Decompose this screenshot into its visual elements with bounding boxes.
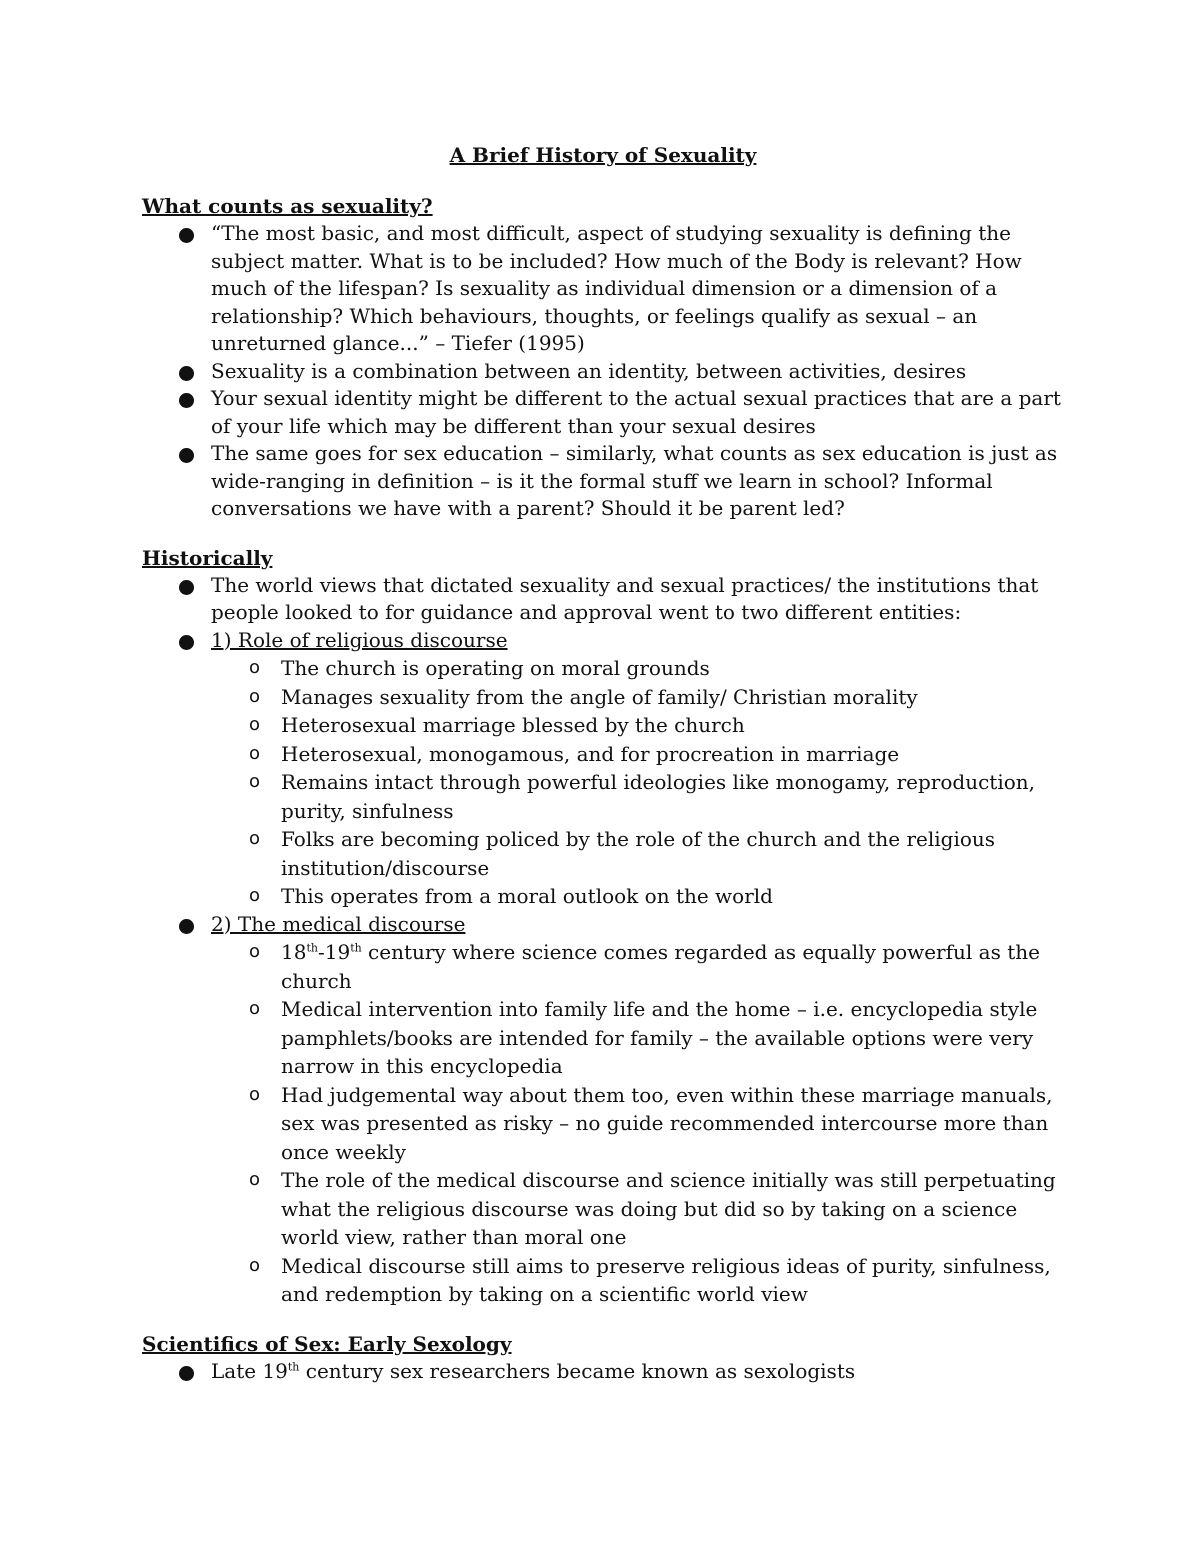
circle-bullet-icon: o: [249, 657, 261, 678]
circle-bullet-icon: o: [249, 1169, 261, 1190]
circle-bullet-icon: o: [249, 1254, 261, 1276]
document-page: [142, 143, 1062, 1385]
sub-list-item: o The church is operating on moral grounds: [142, 654, 1062, 683]
list-item: Your sexual identity might be different to the actual sexual practices that are a part of your life which may be different than your sexual desires: [142, 385, 1062, 440]
sub-list-item: o Remains intact through powerful ideologies like monogamy, reproduction, purity, sinfulness: [249, 770, 1036, 823]
bullet-icon: [179, 1366, 194, 1381]
list-item: 2) The medical discourse: [142, 911, 1062, 939]
list-item: Sexuality is a combination between an identity, between activities, desires: [142, 358, 1062, 386]
list-item: 1) Role of religious discourse: [142, 627, 1062, 655]
sub-list-item: o Manages sexuality from the angle of family/ Christian morality: [142, 683, 1062, 712]
bullet-icon: [179, 580, 194, 595]
circle-bullet-icon: o: [249, 1083, 261, 1105]
list-item: Late 19th century sex researchers became known as sexologists: [142, 1358, 1062, 1386]
bullet-icon: [179, 228, 194, 243]
circle-bullet-icon: o: [249, 771, 261, 792]
circle-bullet-icon: o: [249, 885, 261, 906]
bullet-icon: [179, 448, 194, 463]
sub-list-item: o Had judgemental way about them too, even within these marriage manuals, sex was presented as risky – no guide recommended intercourse more than once weekly: [249, 1082, 1053, 1164]
sub-list-item: o Medical intervention into family life and the home – i.e. encyclopedia style pamphlets/books are intended for family – the available options were very narrow in this encyclopedia: [249, 997, 1038, 1078]
circle-bullet-icon: o: [249, 941, 261, 962]
sub-list-item: o 18th-19th century where science comes regarded as equally powerful as the church: [249, 940, 1040, 993]
section-scientifics-list: [142, 1358, 1062, 1386]
sub-list-item: o Folks are becoming policed by the role of the church and the religious institution/discourse: [249, 827, 996, 880]
circle-bullet-icon: o: [249, 828, 261, 849]
sub-list-item: o Heterosexual marriage blessed by the church: [142, 711, 1062, 740]
sub-list-item: o Heterosexual, monogamous, and for procreation in marriage: [142, 740, 1062, 769]
bullet-icon: [179, 366, 194, 381]
bullet-icon: [179, 635, 194, 650]
section-historically-list: [142, 572, 1062, 1309]
list-item: “The most basic, and most difficult, aspect of studying sexuality is defining the subject matter. What is to be included? How much of the Body is relevant? How much of the lifespan? Is sexuality as individual dimension or a dimension of a relationship? Which behaviours, thoughts, or feelings qualify as sexual – an unreturned glance...” – Tiefer (1995): [142, 220, 1062, 358]
list-item: The same goes for sex education – similarly, what counts as sex education is just as wide-ranging in definition – is it the formal stuff we learn in school? Informal conversations we have with a parent? Should it be parent led?: [142, 440, 1062, 523]
section-heading-scientifics: Scientifics of Sex: Early Sexology: [142, 1331, 512, 1356]
bullet-icon: [179, 393, 194, 408]
circle-bullet-icon: o: [249, 685, 261, 707]
circle-bullet-icon: o: [249, 742, 261, 764]
section-what-counts-list: [142, 220, 1062, 523]
list-item: The world views that dictated sexuality and sexual practices/ the institutions that people looked to for guidance and approval went to two different entities:: [142, 572, 1062, 627]
document-title: A Brief History of Sexuality: [449, 143, 757, 167]
section-heading-what-counts: What counts as sexuality?: [142, 194, 433, 218]
circle-bullet-icon: o: [249, 998, 261, 1019]
sub-list-item: o Medical discourse still aims to preserve religious ideas of purity, sinfulness, and redemption by taking on a scientific world view: [249, 1253, 1051, 1306]
circle-bullet-icon: o: [249, 714, 261, 735]
sub-list-item: o The role of the medical discourse and science initially was still perpetuating what the religious discourse was doing but did so by taking on a science world view, rather than moral one: [249, 1168, 1056, 1249]
sub-list-item: o This operates from a moral outlook on the world: [142, 882, 1062, 911]
bullet-icon: [179, 919, 194, 934]
section-heading-historically: Historically: [142, 545, 273, 570]
